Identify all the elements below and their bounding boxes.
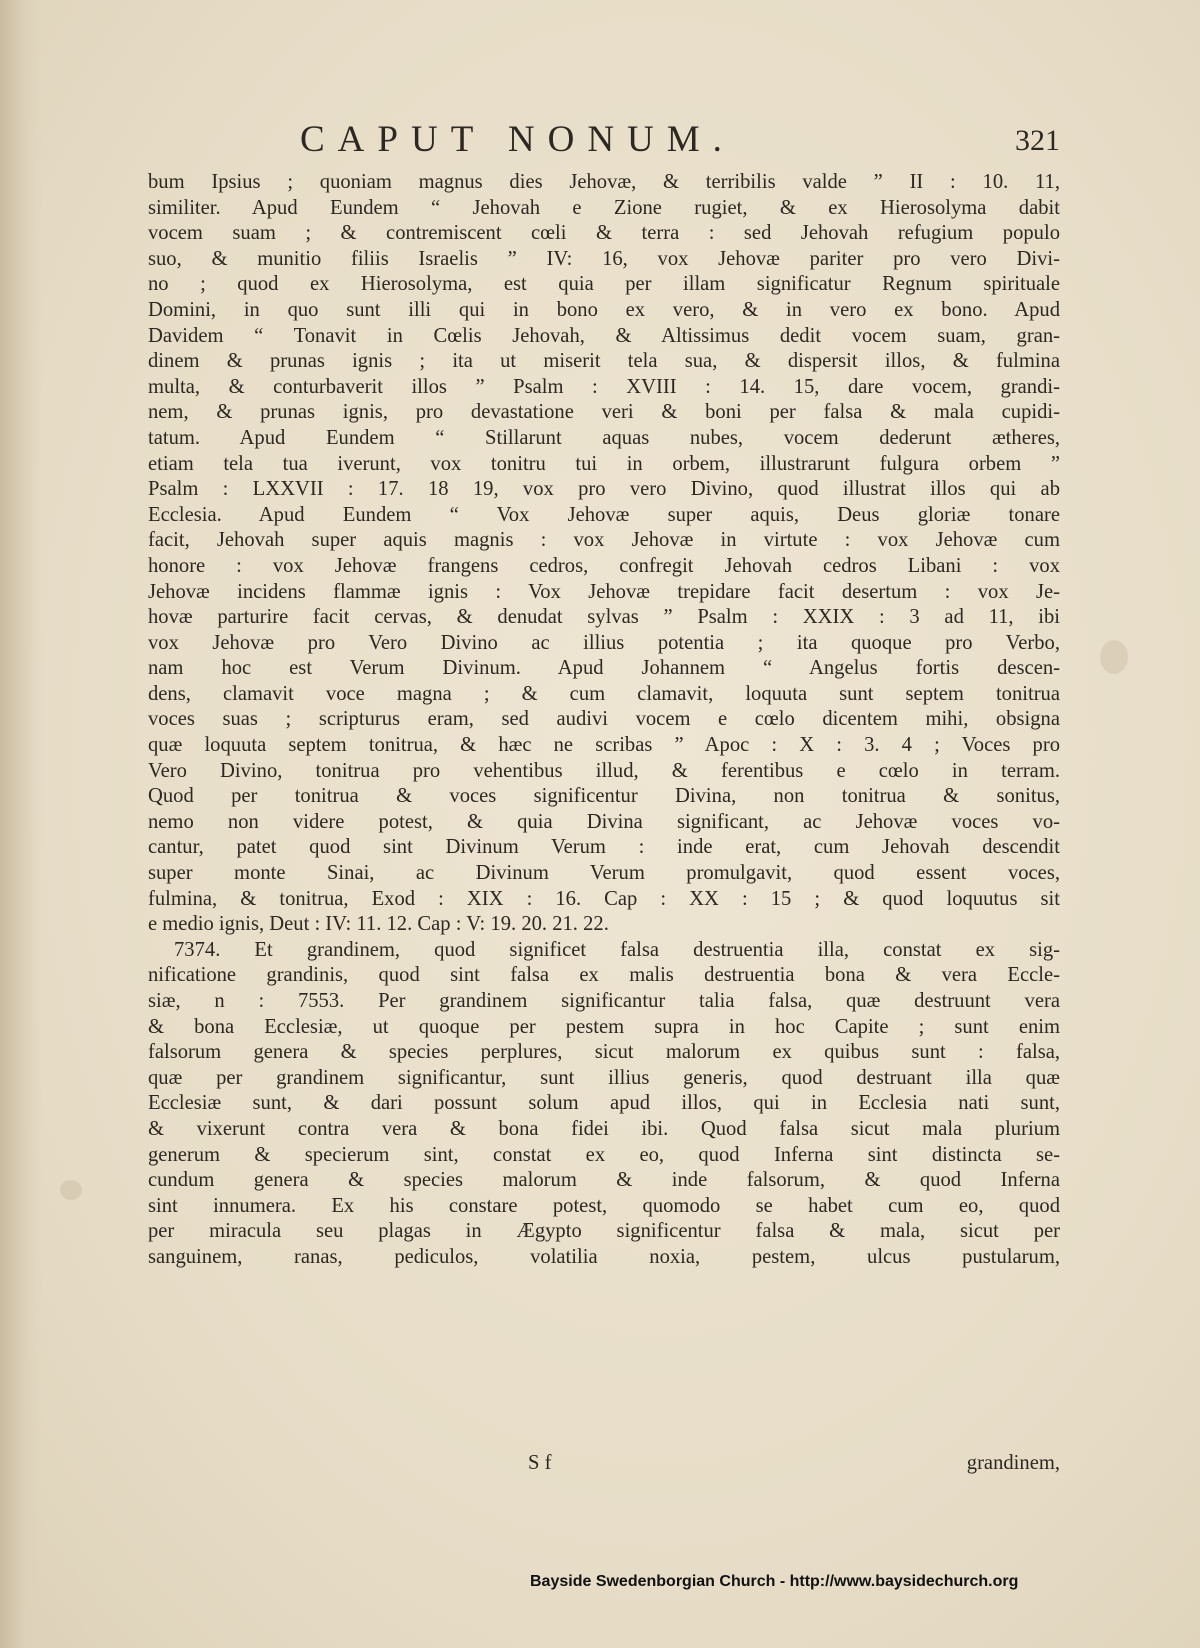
text-line: dinem & prunas ignis ; ita ut miserit tela sua, & dispersit illos, & fulmina (148, 350, 1060, 373)
text-line: honore : vox Jehovæ frangens cedros, confregit Jehovah cedros Libani : vox (148, 554, 1060, 577)
text-line: multa, & conturbaverit illos ” Psalm : XVIII : 14. 15, dare vocem, grandi- (148, 375, 1060, 398)
text-line: nem, & prunas ignis, pro devastatione veri & boni per falsa & mala cupidi- (148, 401, 1060, 424)
text-line: fulmina, & tonitrua, Exod : XIX : 16. Cap : XX : 15 ; & quod loquutus sit (148, 887, 1060, 910)
text-line: Ecclesia. Apud Eundem “ Vox Jehovæ super aquis, Deus gloriæ tonare (148, 503, 1060, 526)
text-line: Jehovæ incidens flammæ ignis : Vox Jehovæ trepidare facit desertum : vox Je- (148, 580, 1060, 603)
page-header (150, 118, 1060, 162)
text-line: bum Ipsius ; quoniam magnus dies Jehovæ, & terribilis valde ” II : 10. 11, (148, 171, 1060, 193)
text-line: sint innumera. Ex his constare potest, quomodo se habet cum eo, quod (148, 1194, 1060, 1217)
text-line: quæ per grandinem significantur, sunt illius generis, quod destruant illa quæ (148, 1066, 1060, 1089)
text-line: super monte Sinai, ac Divinum Verum promulgavit, quod essent voces, (148, 862, 1060, 885)
running-title: CAPUT NONUM. (300, 119, 735, 160)
text-line: facit, Jehovah super aquis magnis : vox Jehovæ in virtute : vox Jehovæ cum (148, 529, 1060, 552)
text-line: 7374. Et grandinem, quod significet falsa destruentia illa, constat ex sig- (174, 938, 1060, 961)
page-number: 321 (1015, 124, 1060, 157)
text-line: no ; quod ex Hierosolyma, est quia per illam significatur Regnum spirituale (148, 273, 1060, 296)
text-line: nemo non videre potest, & quia Divina significant, ac Jehovæ voces vo- (148, 810, 1060, 833)
text-line: cantur, patet quod sint Divinum Verum : inde erat, cum Jehovah descendit (148, 836, 1060, 859)
text-line: hovæ parturire facit cervas, & denudat sylvas ” Psalm : XXIX : 3 ad 11, ibi (148, 606, 1060, 629)
catchword: grandinem, (966, 1452, 1060, 1474)
text-line: quæ loquuta septem tonitrua, & hæc ne scribas ” Apoc : X : 3. 4 ; Voces pro (148, 734, 1060, 757)
text-line: Quod per tonitrua & voces significentur Divina, non tonitrua & sonitus, (148, 785, 1060, 808)
text-line: vox Jehovæ pro Vero Divino ac illius potentia ; ita quoque pro Verbo, (148, 631, 1060, 654)
text-line: suo, & munitio filiis Israelis ” IV: 16, vox Jehovæ pariter pro vero Divi- (148, 247, 1060, 270)
text-line: etiam tela tua iverunt, vox tonitru tui in orbem, illustrarunt fulgura orbem ” (148, 452, 1060, 475)
text-line: similiter. Apud Eundem “ Jehovah e Zione rugiet, & ex Hierosolyma dabit (148, 196, 1060, 219)
text-line: Psalm : LXXVII : 17. 18 19, vox pro vero Divino, quod illustrat illos qui ab (148, 478, 1060, 501)
text-line: nificatione grandinis, quod sint falsa ex malis destruentia bona & vera Eccle- (148, 964, 1060, 987)
text-line: Domini, in quo sunt illi qui in bono ex vero, & in vero ex bono. Apud (148, 298, 1060, 321)
watermark-credit: Bayside Swedenborgian Church - http://www.baysidechurch.org (530, 1573, 1019, 1590)
text-line: vocem suam ; & contremiscent cœli & terra : sed Jehovah refugium populo (148, 222, 1060, 245)
text-line: falsorum genera & species perplures, sicut malorum ex quibus sunt : falsa, (148, 1041, 1060, 1064)
text-line: sanguinem, ranas, pediculos, volatilia noxia, pestem, ulcus pustularum, (148, 1245, 1060, 1268)
text-line: per miracula seu plagas in Ægypto significentur falsa & mala, sicut per (148, 1220, 1060, 1243)
paper-stain (1100, 640, 1128, 674)
text-line: dens, clamavit voce magna ; & cum clamavit, loquuta sunt septem tonitrua (148, 682, 1060, 705)
text-line: generum & specierum sint, constat ex eo, quod Inferna sint distincta se- (148, 1143, 1060, 1166)
text-line: cundum genera & species malorum & inde falsorum, & quod Inferna (148, 1169, 1060, 1192)
spine-shadow (0, 0, 42, 1648)
text-line: Vero Divino, tonitrua pro vehentibus illud, & ferentibus e cœlo in terram. (148, 759, 1060, 782)
text-line: & bona Ecclesiæ, ut quoque per pestem supra in hoc Capite ; sunt enim (148, 1015, 1060, 1038)
text-line: voces suas ; scripturus eram, sed audivi vocem e cœlo dicentem mihi, obsigna (148, 708, 1060, 731)
page-footer (148, 1452, 1060, 1482)
text-line: & vixerunt contra vera & bona fidei ibi. Quod falsa sicut mala plurium (148, 1117, 1060, 1140)
text-line: siæ, n : 7553. Per grandinem significantur talia falsa, quæ destruunt vera (148, 990, 1060, 1012)
signature-mark: S f (528, 1452, 552, 1474)
text-line: tatum. Apud Eundem “ Stillarunt aquas nubes, vocem dederunt ætheres, (148, 426, 1060, 449)
text-line: Ecclesiæ sunt, & dari possunt solum apud illos, qui in Ecclesia nati sunt, (148, 1092, 1060, 1115)
text-line: Davidem “ Tonavit in Cœlis Jehovah, & Altissimus dedit vocem suam, gran- (148, 324, 1060, 347)
text-line: e medio ignis, Deut : IV: 11. 12. Cap : V: 19. 20. 21. 22. (148, 913, 609, 936)
body-text (148, 170, 1060, 1271)
paper-stain (60, 1180, 82, 1200)
text-line: nam hoc est Verum Divinum. Apud Johannem “ Angelus fortis descen- (148, 657, 1060, 680)
